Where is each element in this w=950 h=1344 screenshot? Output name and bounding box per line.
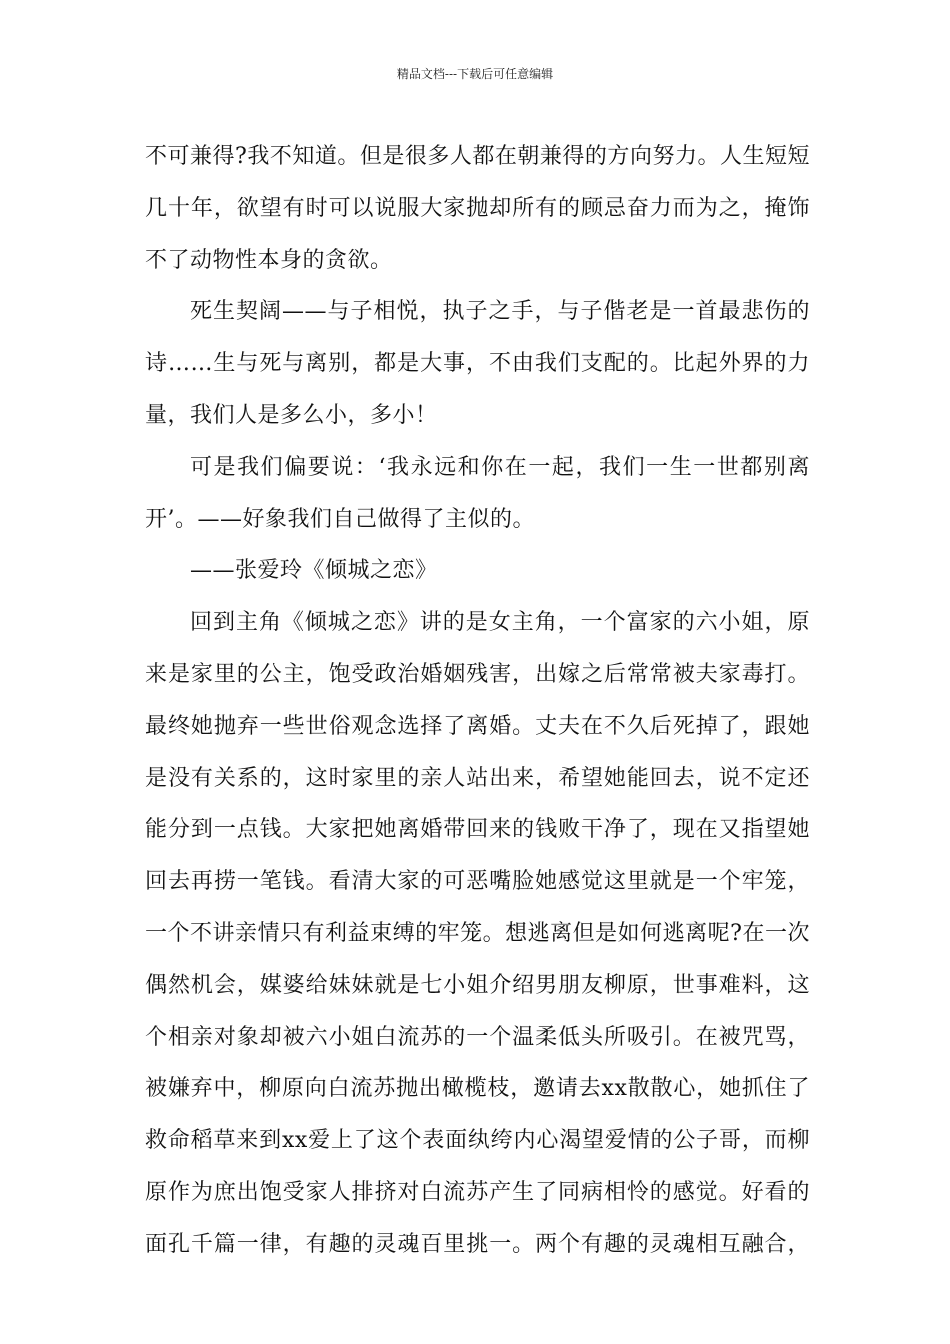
text-line: 救命稻草来到xx爱上了这个表面纨绔内心渴望爱情的公子哥，而柳 <box>145 1128 810 1154</box>
text-line: 回去再捞一笔钱。看清大家的可恶嘴脸她感觉这里就是一个牢笼， <box>145 869 810 895</box>
text-line: 被嫌弃中，柳原向白流苏抛出橄榄枝，邀请去xx散散心，她抓住了 <box>145 1076 810 1102</box>
document-body <box>145 131 810 1271</box>
text-line: 死生契阔——与子相悦，执子之手，与子偕老是一首最悲伤的 <box>190 299 810 325</box>
text-line: 可是我们偏要说：‘我永远和你在一起，我们一生一世都别离 <box>190 454 810 480</box>
text-line: 面孔千篇一律，有趣的灵魂百里挑一。两个有趣的灵魂相互融合， <box>145 1231 810 1257</box>
text-line: 诗……生与死与离别，都是大事，不由我们支配的。比起外界的力 <box>145 351 810 377</box>
quote-attribution: ——张爱玲《倾城之恋》 <box>190 558 438 584</box>
text-line: 一个不讲亲情只有利益束缚的牢笼。想逃离但是如何逃离呢?在一次 <box>145 920 810 946</box>
text-line: 不了动物性本身的贪欲。 <box>145 247 393 273</box>
text-line: 是没有关系的，这时家里的亲人站出来，希望她能回去，说不定还 <box>145 765 810 791</box>
text-line: 几十年，欲望有时可以说服大家抛却所有的顾忌奋力而为之，掩饰 <box>145 195 810 221</box>
page-header: 精品文档---下载后可任意编辑 <box>396 67 554 81</box>
text-line: 不可兼得?我不知道。但是很多人都在朝兼得的方向努力。人生短短 <box>145 144 810 169</box>
text-line: 最终她抛弃一些世俗观念选择了离婚。丈夫在不久后死掉了，跟她 <box>145 713 810 739</box>
text-line: 开’。——好象我们自己做得了主似的。 <box>145 506 535 532</box>
text-line: 来是家里的公主，饱受政治婚姻残害，出嫁之后常常被夫家毒打。 <box>145 661 810 687</box>
text-line: 回到主角《倾城之恋》讲的是女主角，一个富家的六小姐，原 <box>190 610 810 636</box>
text-line: 原作为庶出饱受家人排挤对白流苏产生了同病相怜的感觉。好看的 <box>145 1179 810 1205</box>
text-line: 量，我们人是多么小，多小！ <box>145 402 438 428</box>
text-line: 能分到一点钱。大家把她离婚带回来的钱败干净了，现在又指望她 <box>145 817 810 843</box>
text-line: 个相亲对象却被六小姐白流苏的一个温柔低头所吸引。在被咒骂， <box>145 1024 810 1050</box>
text-line: 偶然机会，媒婆给妹妹就是七小姐介绍男朋友柳原，世事难料，这 <box>145 972 810 998</box>
